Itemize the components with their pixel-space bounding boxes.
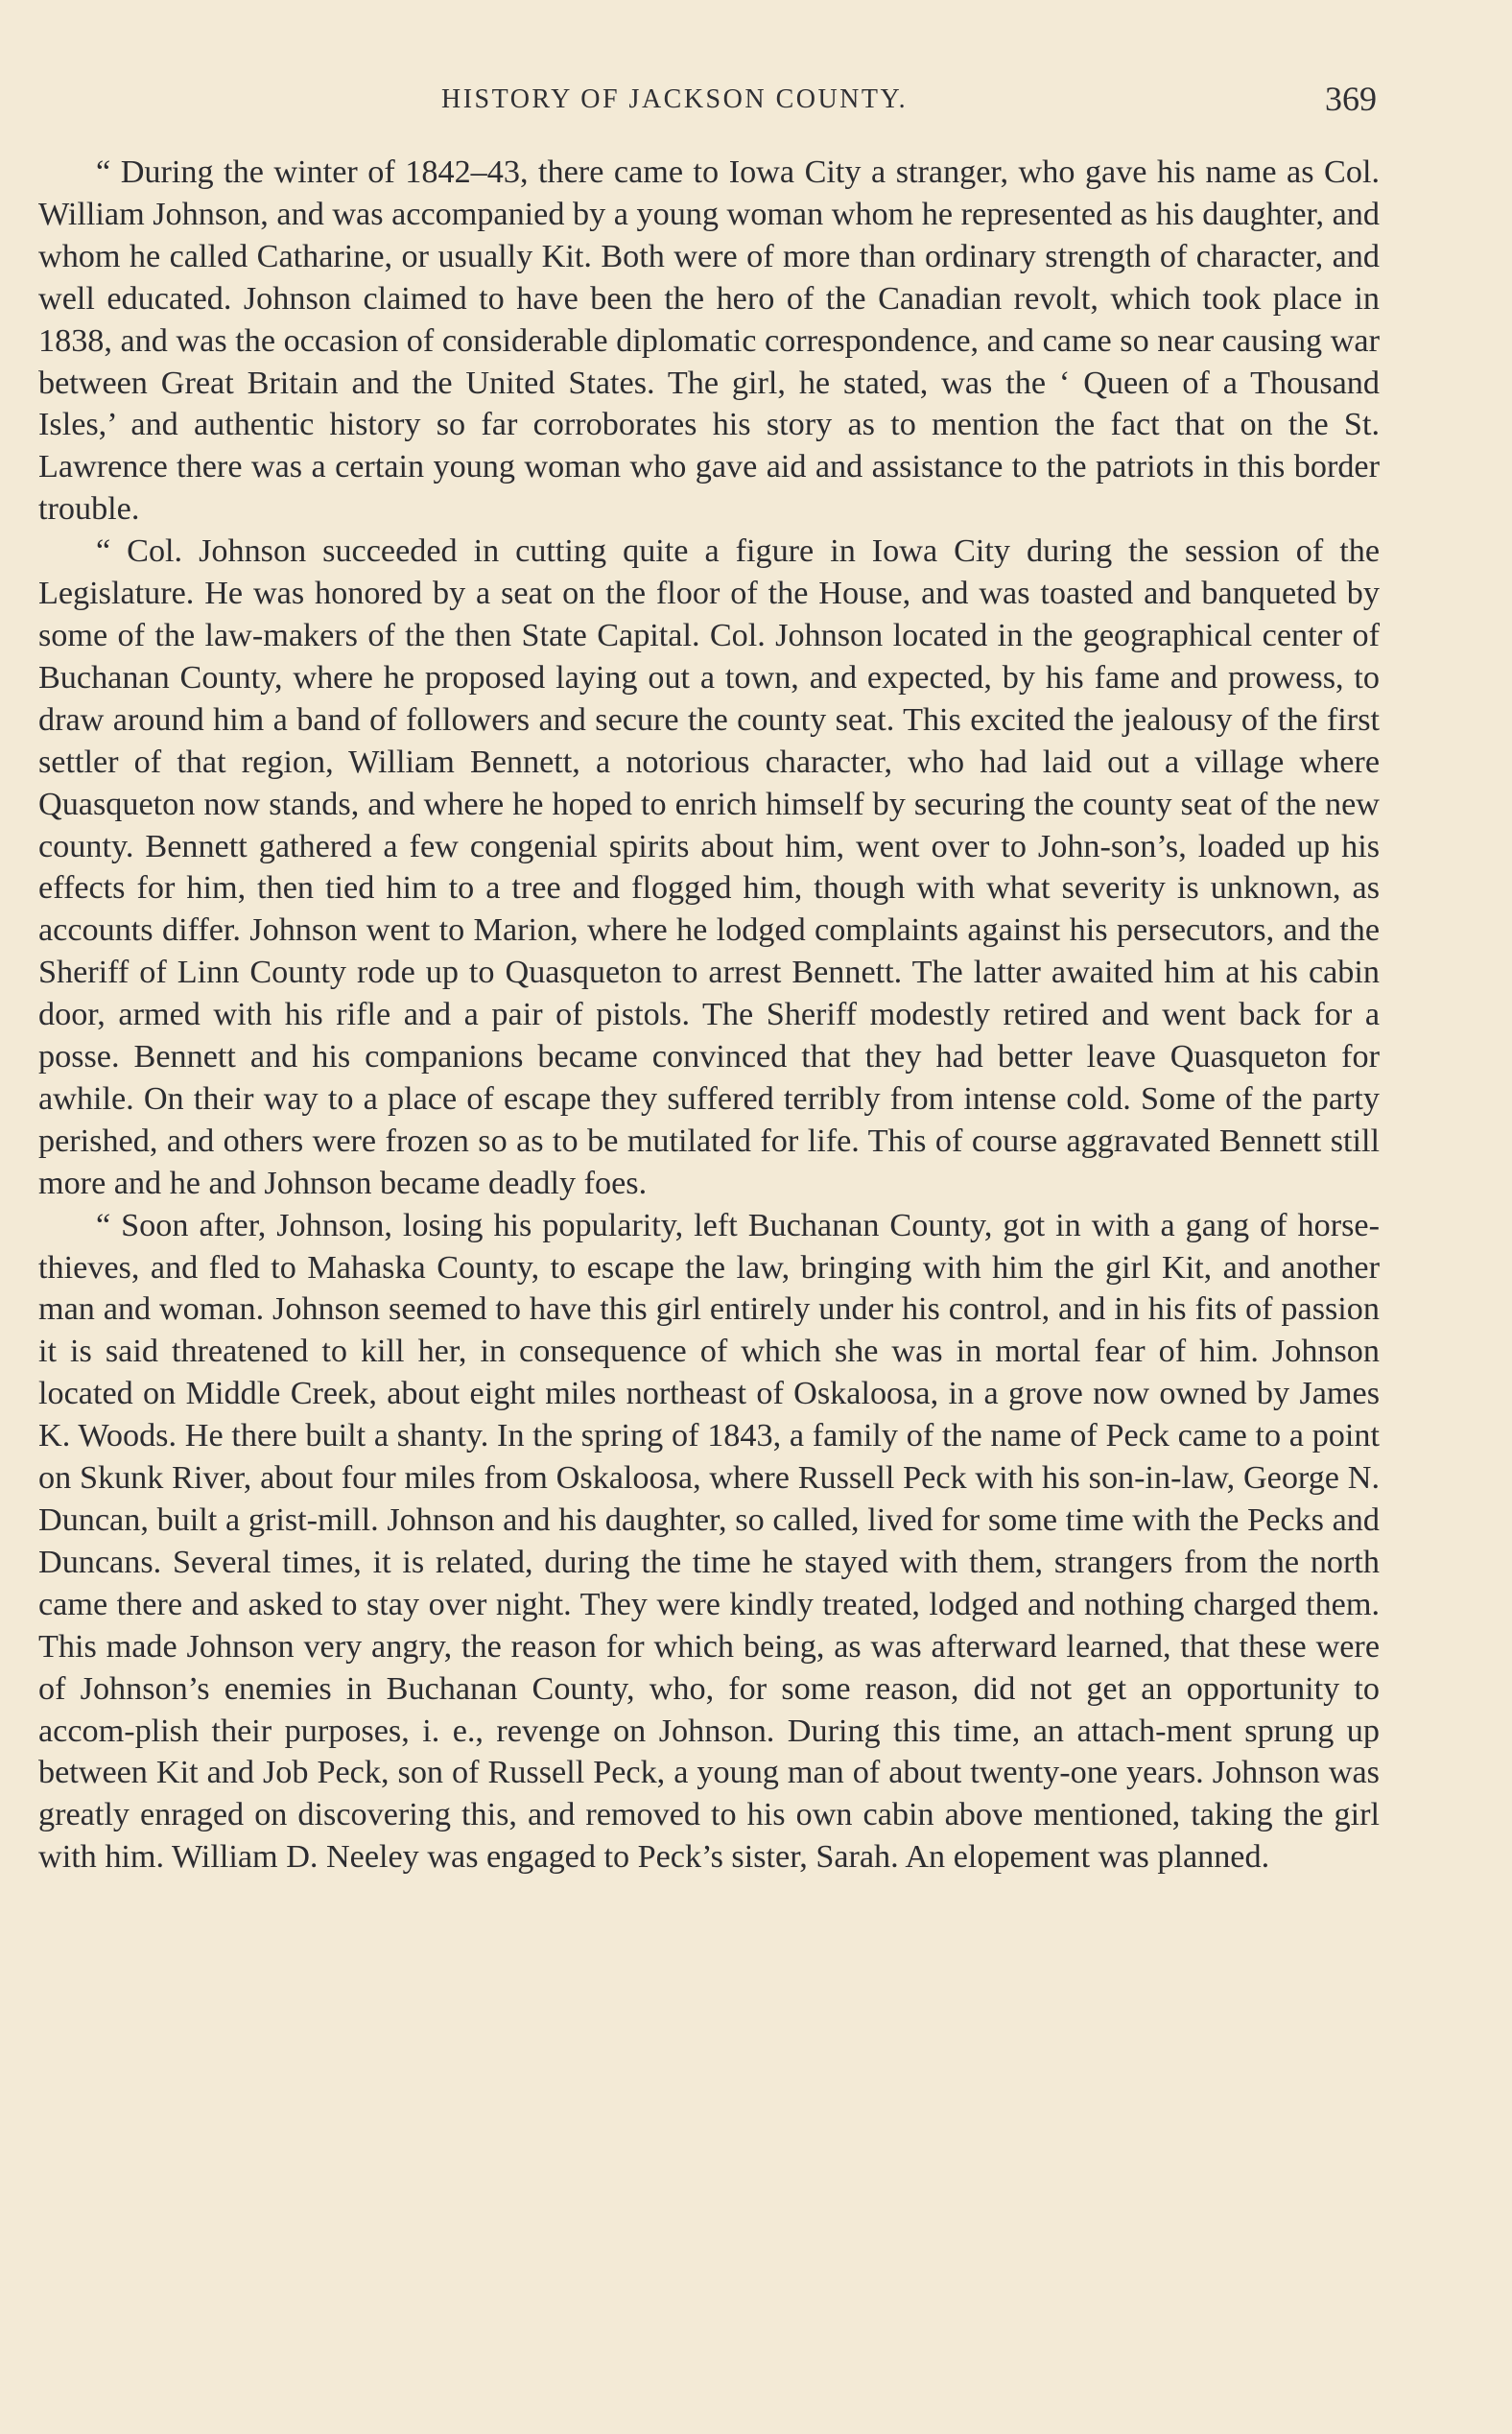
body-text: [38, 152, 1380, 1879]
paragraph: “ During the winter of 1842–43, there came to Iowa City a stranger, who gave his name as Col. William Johnson, and was accompanied by a young woman whom he represented as his daughter, and whom he called Catharine, or usually Kit. Both were of more than ordinary strength of character, and well educated. Johnson claimed to have been the hero of the Canadian revolt, which took place in 1838, and was the occasion of considerable diplomatic correspondence, and came so near causing war between Great Britain and the United States. The girl, he stated, was the ‘ Queen of a Thousand Isles,’ and authentic history so far corroborates his story as to mention the fact that on the St. Lawrence there was a certain young woman who gave aid and assistance to the patriots in this border trouble.: [38, 154, 1380, 528]
running-title: HISTORY OF JACKSON COUNTY.: [441, 84, 909, 114]
paragraph: “ Col. Johnson succeeded in cutting quite a figure in Iowa City during the session of the Legislature. He was honored by a seat on the floor of the House, and was toasted and banqueted by some of the law-makers of the then State Capital. Col. Johnson located in the geographical center of Buchanan County, where he proposed laying out a town, and expected, by his fame and prowess, to draw around him a band of followers and secure the county seat. This excited the jealousy of the first settler of that region, William Bennett, a notorious character, who had laid out a village where Quasqueton now stands, and where he hoped to enrich himself by securing the county seat of the new county. Bennett gathered a few congenial spirits about him, went over to John-son’s, loaded up his effects for him, then tied him to a tree and flogged him, though with what severity is unknown, as accounts differ. Johnson went to Marion, where he lodged complaints against his persecutors, and the Sheriff of Linn County rode up to Quasqueton to arrest Bennett. The latter awaited him at his cabin door, armed with his rifle and a pair of pistols. The Sheriff modestly retired and went back for a posse. Bennett and his companions became convinced that they had better leave Quasqueton for awhile. On their way to a place of escape they suffered terribly from intense cold. Some of the party perished, and others were frozen so as to be mutilated for life. This of course aggravated Bennett still more and he and Johnson became deadly foes.: [38, 533, 1380, 1201]
page-number: 369: [1325, 80, 1377, 118]
page-header: [38, 80, 1377, 132]
paragraph: “ Soon after, Johnson, losing his popularity, left Buchanan County, got in with a gang of horse-thieves, and fled to Mahaska County, to escape the law, bringing with him the girl Kit, and another man and woman. Johnson seemed to have this girl entirely under his control, and in his fits of passion it is said threatened to kill her, in consequence of which she was in mortal fear of him. Johnson located on Middle Creek, about eight miles northeast of Oskaloosa, in a grove now owned by James K. Woods. He there built a shanty. In the spring of 1843, a family of the name of Peck came to a point on Skunk River, about four miles from Oskaloosa, where Russell Peck with his son-in-law, George N. Duncan, built a grist-mill. Johnson and his daughter, so called, lived for some time with the Pecks and Duncans. Several times, it is related, during the time he stayed with them, strangers from the north came there and asked to stay over night. They were kindly treated, lodged and nothing charged them. This made Johnson very angry, the reason for which being, as was afterward learned, that these were of Johnson’s enemies in Buchanan County, who, for some reason, did not get an opportunity to accom-plish their purposes, i. e., revenge on Johnson. During this time, an attach-ment sprung up between Kit and Job Peck, son of Russell Peck, a young man of about twenty-one years. Johnson was greatly enraged on discovering this, and removed to his own cabin above mentioned, taking the girl with him. William D. Neeley was engaged to Peck’s sister, Sarah. An elopement was planned.: [38, 1207, 1380, 1876]
